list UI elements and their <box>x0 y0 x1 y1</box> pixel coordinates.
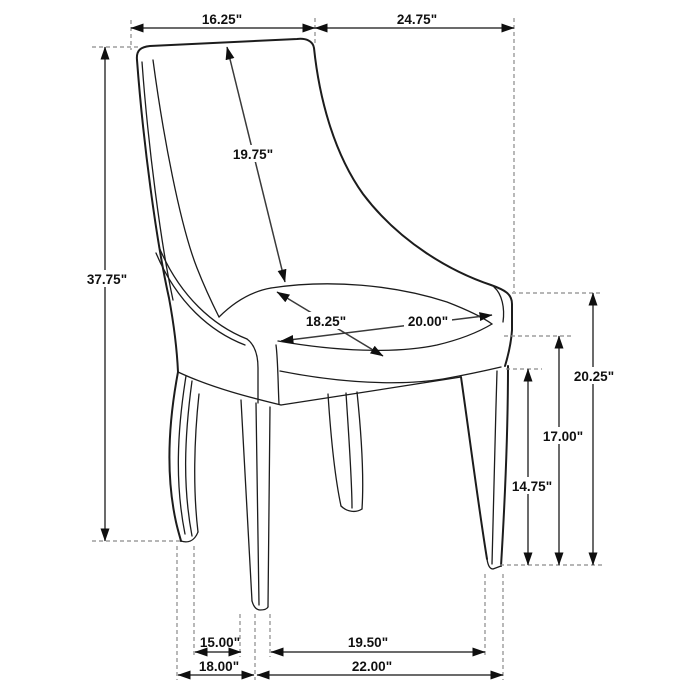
chair-front-far-leg-facet <box>492 371 497 564</box>
chair-back-far-leg-right <box>357 392 363 509</box>
chair-back-near-leg-outer <box>169 372 181 541</box>
dim-arm-height-label: 20.25" <box>573 369 615 384</box>
chair-arm-front <box>247 339 258 403</box>
dim-overall-height-label: 37.75" <box>86 272 128 287</box>
dim-seat-depth-label: 18.25" <box>305 314 347 329</box>
dim-overall-depth-label: 24.75" <box>396 12 438 27</box>
chair-back-near-leg-facet1 <box>178 376 186 534</box>
chair-front-far-leg-foot <box>487 559 501 569</box>
dimension-labels <box>83 12 618 674</box>
dim-back-height-line <box>227 47 285 282</box>
dim-leg-span-side-inner-label: 15.00" <box>199 635 241 650</box>
chair-front-near-leg-foot <box>252 601 268 610</box>
chair-front-far-leg-right <box>501 366 508 566</box>
dim-seat-height-label: 17.00" <box>542 429 584 444</box>
chair-front-near-leg-facet <box>256 403 259 605</box>
chair-left-edge-piping <box>142 62 173 300</box>
dim-seat-width-label: 20.00" <box>407 314 449 329</box>
chair-front-near-leg-left <box>241 400 252 601</box>
dim-back-height-label: 19.75" <box>232 147 274 162</box>
dim-leg-height-label: 14.75" <box>511 479 553 494</box>
chair-apron-left-bottom <box>178 372 281 405</box>
chair-cushion-back-edge <box>219 288 271 317</box>
chair-back-near-leg-foot <box>181 532 198 542</box>
chair-apron-front-bottom <box>281 377 461 405</box>
dim-front-leg-outer-span-label: 22.00" <box>351 659 393 674</box>
chair-seat-corner-edge <box>276 345 279 404</box>
chair-cushion-welt <box>280 367 501 383</box>
dim-back-top-width-label: 16.25" <box>201 12 243 27</box>
chair-arm-piping-1 <box>159 247 247 339</box>
chair-back-inner-seam <box>153 60 219 317</box>
chair-back-far-leg-facet <box>346 393 352 508</box>
chair-back-near-leg-facet2 <box>186 381 192 536</box>
dim-front-leg-inner-span-label: 19.50" <box>347 635 389 650</box>
chair-back-near-leg-inner <box>195 394 199 532</box>
chair-cushion-right-seam <box>494 287 504 322</box>
chair-front-far-leg-left <box>461 377 487 559</box>
chair-front-near-leg-right <box>268 407 270 607</box>
dim-leg-span-side-outer-label: 18.00" <box>198 659 240 674</box>
dimension-lines <box>105 28 593 675</box>
chair-back-far-leg-left <box>328 394 341 506</box>
chair-left-edge <box>137 60 178 372</box>
